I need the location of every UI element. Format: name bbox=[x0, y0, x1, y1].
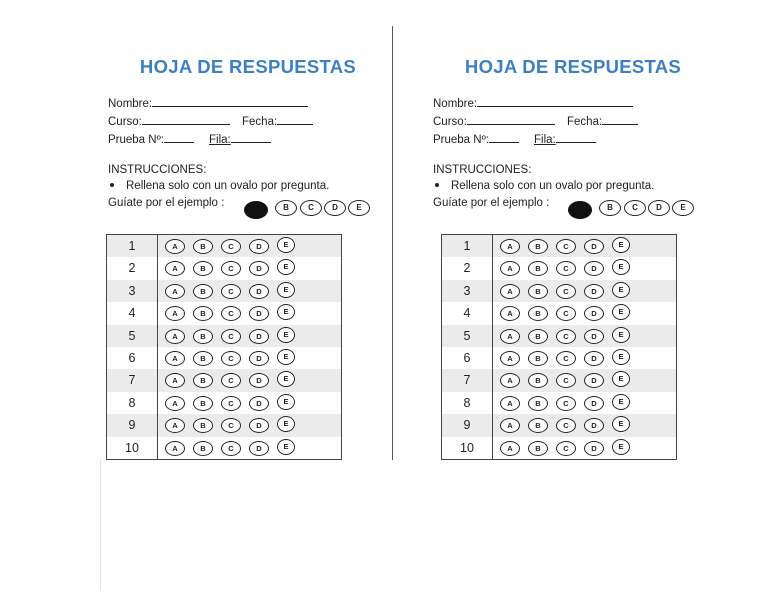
question-number: 1 bbox=[442, 235, 493, 257]
answer-bubble-a[interactable]: A bbox=[500, 373, 520, 388]
instruction-text: Rellena solo con un ovalo por pregunta. bbox=[126, 180, 330, 192]
question-number: 9 bbox=[107, 414, 158, 436]
answer-bubble-d[interactable]: D bbox=[584, 284, 604, 299]
question-number: 7 bbox=[107, 369, 158, 391]
answer-bubble-e[interactable]: E bbox=[277, 304, 295, 320]
course-field[interactable] bbox=[108, 113, 230, 128]
answer-bubble-c[interactable]: C bbox=[221, 306, 241, 321]
answer-bubble-d[interactable]: D bbox=[584, 441, 604, 456]
question-row bbox=[442, 325, 676, 347]
answer-bubble-c[interactable]: C bbox=[556, 239, 576, 254]
answer-sheet-right bbox=[428, 0, 728, 460]
answer-bubble-b[interactable]: B bbox=[528, 239, 548, 254]
name-field[interactable] bbox=[433, 95, 633, 110]
answer-bubble-c[interactable]: C bbox=[556, 441, 576, 456]
answer-bubble-b[interactable]: B bbox=[528, 261, 548, 276]
answer-bubble-e[interactable]: E bbox=[612, 439, 630, 455]
bullet-icon bbox=[110, 183, 114, 187]
test-label: Prueba Nº: bbox=[108, 134, 164, 146]
answer-bubble-c[interactable]: C bbox=[556, 351, 576, 366]
answer-bubble-d[interactable]: D bbox=[584, 418, 604, 433]
row-field[interactable] bbox=[534, 131, 596, 146]
answer-bubble-b[interactable]: B bbox=[193, 306, 213, 321]
answer-bubble-e[interactable]: E bbox=[277, 237, 295, 253]
date-field[interactable] bbox=[242, 113, 313, 128]
test-label: Prueba Nº: bbox=[433, 134, 489, 146]
answer-bubble-d[interactable]: D bbox=[249, 418, 269, 433]
instruction-item bbox=[108, 180, 329, 192]
instructions-title: INSTRUCCIONES: bbox=[108, 164, 207, 176]
row-label: Fila: bbox=[534, 134, 556, 146]
example-bubble: D bbox=[648, 200, 670, 216]
answer-bubble-b[interactable]: B bbox=[193, 329, 213, 344]
date-label: Fecha: bbox=[242, 116, 278, 128]
answer-bubble-c[interactable]: C bbox=[221, 239, 241, 254]
answer-bubble-c[interactable]: C bbox=[556, 284, 576, 299]
answer-bubble-c[interactable]: C bbox=[221, 284, 241, 299]
example-bubble: B bbox=[275, 200, 297, 216]
answer-bubble-d[interactable]: D bbox=[584, 373, 604, 388]
answer-bubble-d[interactable]: D bbox=[249, 351, 269, 366]
answer-bubble-d[interactable]: D bbox=[249, 329, 269, 344]
course-line[interactable] bbox=[467, 113, 555, 125]
answer-bubble-e[interactable]: E bbox=[612, 371, 630, 387]
filled-bubble-icon bbox=[244, 201, 268, 219]
answer-bubble-c[interactable]: C bbox=[221, 329, 241, 344]
row-label: Fila: bbox=[209, 134, 231, 146]
course-field[interactable] bbox=[433, 113, 555, 128]
answer-bubble-e[interactable]: E bbox=[277, 349, 295, 365]
test-line[interactable] bbox=[164, 131, 194, 143]
example-label: Guíate por el ejemplo : bbox=[108, 197, 225, 209]
answer-bubble-b[interactable]: B bbox=[193, 284, 213, 299]
question-row bbox=[442, 302, 676, 324]
name-line[interactable] bbox=[152, 95, 308, 107]
answer-bubble-d[interactable]: D bbox=[584, 396, 604, 411]
answer-bubble-c[interactable]: C bbox=[556, 261, 576, 276]
answer-bubble-c[interactable]: C bbox=[556, 418, 576, 433]
answer-bubble-a[interactable]: A bbox=[500, 418, 520, 433]
question-row bbox=[442, 257, 676, 279]
answer-bubble-a[interactable]: A bbox=[500, 261, 520, 276]
answer-bubble-b[interactable]: B bbox=[193, 261, 213, 276]
question-number: 5 bbox=[442, 325, 493, 347]
name-label: Nombre: bbox=[108, 98, 153, 110]
name-field[interactable] bbox=[108, 95, 308, 110]
course-line[interactable] bbox=[142, 113, 230, 125]
answer-bubble-e[interactable]: E bbox=[612, 259, 630, 275]
course-label: Curso: bbox=[433, 116, 467, 128]
answer-bubble-a[interactable]: A bbox=[500, 329, 520, 344]
course-label: Curso: bbox=[108, 116, 142, 128]
question-row bbox=[442, 347, 676, 369]
answer-bubble-e[interactable]: E bbox=[612, 304, 630, 320]
example-bubble: B bbox=[599, 200, 621, 216]
answer-bubble-a[interactable]: A bbox=[165, 441, 185, 456]
question-number: 6 bbox=[107, 347, 158, 369]
question-row bbox=[107, 347, 341, 369]
sheet-title: HOJA DE RESPUESTAS bbox=[139, 56, 357, 77]
answer-sheet-left bbox=[103, 0, 403, 460]
question-row bbox=[442, 392, 676, 414]
question-row bbox=[107, 392, 341, 414]
answer-bubble-b[interactable]: B bbox=[193, 441, 213, 456]
answer-bubble-b[interactable]: B bbox=[193, 239, 213, 254]
answer-bubble-e[interactable]: E bbox=[277, 439, 295, 455]
answer-bubble-e[interactable]: E bbox=[277, 371, 295, 387]
answer-bubble-b[interactable]: B bbox=[193, 396, 213, 411]
answer-bubble-e[interactable]: E bbox=[612, 349, 630, 365]
answer-bubble-a[interactable]: A bbox=[165, 284, 185, 299]
question-row bbox=[442, 437, 676, 459]
answer-bubble-c[interactable]: C bbox=[221, 418, 241, 433]
question-number: 10 bbox=[442, 437, 493, 459]
question-row bbox=[107, 369, 341, 391]
question-row bbox=[107, 235, 341, 257]
answer-bubble-a[interactable]: A bbox=[165, 396, 185, 411]
name-line[interactable] bbox=[477, 95, 633, 107]
answer-bubble-b[interactable]: B bbox=[528, 351, 548, 366]
example-label: Guíate por el ejemplo : bbox=[433, 197, 550, 209]
answer-bubble-a[interactable]: A bbox=[500, 306, 520, 321]
answer-grid bbox=[441, 234, 677, 460]
question-number: 6 bbox=[442, 347, 493, 369]
page-edge bbox=[100, 460, 101, 590]
test-field[interactable] bbox=[433, 131, 519, 146]
question-row bbox=[107, 302, 341, 324]
answer-bubble-a[interactable]: A bbox=[165, 373, 185, 388]
answer-bubble-a[interactable]: A bbox=[500, 441, 520, 456]
question-number: 5 bbox=[107, 325, 158, 347]
answer-bubble-a[interactable]: A bbox=[165, 329, 185, 344]
question-row bbox=[107, 257, 341, 279]
question-row bbox=[107, 437, 341, 459]
answer-bubble-b[interactable]: B bbox=[528, 373, 548, 388]
answer-bubble-e[interactable]: E bbox=[277, 259, 295, 275]
example-bubble: E bbox=[672, 200, 694, 216]
answer-bubble-c[interactable]: C bbox=[221, 441, 241, 456]
answer-bubble-d[interactable]: D bbox=[249, 284, 269, 299]
date-label: Fecha: bbox=[567, 116, 603, 128]
date-field[interactable] bbox=[567, 113, 638, 128]
answer-bubble-d[interactable]: D bbox=[249, 396, 269, 411]
sheet-title: HOJA DE RESPUESTAS bbox=[464, 56, 682, 77]
answer-bubble-e[interactable]: E bbox=[612, 327, 630, 343]
row-line[interactable] bbox=[231, 131, 271, 143]
date-line[interactable] bbox=[602, 113, 638, 125]
answer-bubble-b[interactable]: B bbox=[193, 351, 213, 366]
answer-bubble-c[interactable]: C bbox=[556, 396, 576, 411]
answer-bubble-a[interactable]: A bbox=[165, 418, 185, 433]
answer-bubble-d[interactable]: D bbox=[249, 239, 269, 254]
question-number: 7 bbox=[442, 369, 493, 391]
answer-bubble-a[interactable]: A bbox=[165, 239, 185, 254]
answer-bubble-c[interactable]: C bbox=[556, 329, 576, 344]
example-bubble: D bbox=[324, 200, 346, 216]
answer-bubble-c[interactable]: C bbox=[556, 373, 576, 388]
bullet-icon bbox=[435, 183, 439, 187]
answer-bubble-a[interactable]: A bbox=[500, 239, 520, 254]
answer-bubble-d[interactable]: D bbox=[584, 329, 604, 344]
answer-bubble-e[interactable]: E bbox=[277, 394, 295, 410]
answer-bubble-d[interactable]: D bbox=[584, 261, 604, 276]
answer-bubble-b[interactable]: B bbox=[528, 441, 548, 456]
answer-bubble-d[interactable]: D bbox=[249, 306, 269, 321]
answer-bubble-d[interactable]: D bbox=[584, 239, 604, 254]
answer-bubble-d[interactable]: D bbox=[584, 306, 604, 321]
answer-bubble-c[interactable]: C bbox=[221, 351, 241, 366]
question-number: 8 bbox=[442, 392, 493, 414]
answer-bubble-a[interactable]: A bbox=[165, 306, 185, 321]
question-number: 3 bbox=[107, 280, 158, 302]
row-line[interactable] bbox=[556, 131, 596, 143]
answer-bubble-d[interactable]: D bbox=[249, 441, 269, 456]
answer-bubble-b[interactable]: B bbox=[193, 418, 213, 433]
question-number: 1 bbox=[107, 235, 158, 257]
answer-bubble-a[interactable]: A bbox=[165, 351, 185, 366]
answer-bubble-e[interactable]: E bbox=[612, 394, 630, 410]
example-bubble: C bbox=[624, 200, 646, 216]
test-field[interactable] bbox=[108, 131, 194, 146]
answer-bubble-d[interactable]: D bbox=[249, 373, 269, 388]
answer-bubble-d[interactable]: D bbox=[249, 261, 269, 276]
question-number: 2 bbox=[442, 257, 493, 279]
example-bubble: C bbox=[300, 200, 322, 216]
answer-bubble-d[interactable]: D bbox=[584, 351, 604, 366]
answer-bubble-e[interactable]: E bbox=[277, 416, 295, 432]
answer-bubble-e[interactable]: E bbox=[277, 282, 295, 298]
filled-bubble-icon bbox=[568, 201, 592, 219]
question-number: 2 bbox=[107, 257, 158, 279]
question-number: 8 bbox=[107, 392, 158, 414]
question-number: 9 bbox=[442, 414, 493, 436]
answer-bubble-a[interactable]: A bbox=[165, 261, 185, 276]
answer-bubble-b[interactable]: B bbox=[528, 396, 548, 411]
answer-bubble-a[interactable]: A bbox=[500, 351, 520, 366]
question-row bbox=[107, 414, 341, 436]
answer-bubble-b[interactable]: B bbox=[528, 329, 548, 344]
answer-grid bbox=[106, 234, 342, 460]
answer-bubble-c[interactable]: C bbox=[556, 306, 576, 321]
answer-bubble-e[interactable]: E bbox=[277, 327, 295, 343]
answer-bubble-e[interactable]: E bbox=[612, 282, 630, 298]
answer-bubble-a[interactable]: A bbox=[500, 284, 520, 299]
answer-bubble-b[interactable]: B bbox=[528, 418, 548, 433]
question-number: 10 bbox=[107, 437, 158, 459]
answer-bubble-a[interactable]: A bbox=[500, 396, 520, 411]
row-field[interactable] bbox=[209, 131, 271, 146]
question-row bbox=[442, 414, 676, 436]
question-row bbox=[442, 235, 676, 257]
answer-bubble-c[interactable]: C bbox=[221, 373, 241, 388]
answer-bubble-b[interactable]: B bbox=[528, 306, 548, 321]
instruction-text: Rellena solo con un ovalo por pregunta. bbox=[451, 180, 655, 192]
instructions-title: INSTRUCCIONES: bbox=[433, 164, 532, 176]
question-number: 4 bbox=[107, 302, 158, 324]
question-row bbox=[442, 369, 676, 391]
question-number: 4 bbox=[442, 302, 493, 324]
answer-bubble-b[interactable]: B bbox=[528, 284, 548, 299]
answer-bubble-b[interactable]: B bbox=[193, 373, 213, 388]
test-line[interactable] bbox=[489, 131, 519, 143]
name-label: Nombre: bbox=[433, 98, 478, 110]
question-row bbox=[107, 325, 341, 347]
question-number: 3 bbox=[442, 280, 493, 302]
answer-bubble-e[interactable]: E bbox=[612, 416, 630, 432]
question-row bbox=[442, 280, 676, 302]
question-row bbox=[107, 280, 341, 302]
answer-bubble-c[interactable]: C bbox=[221, 261, 241, 276]
date-line[interactable] bbox=[277, 113, 313, 125]
example-bubble: E bbox=[348, 200, 370, 216]
instruction-item bbox=[433, 180, 654, 192]
answer-bubble-c[interactable]: C bbox=[221, 396, 241, 411]
answer-bubble-e[interactable]: E bbox=[612, 237, 630, 253]
